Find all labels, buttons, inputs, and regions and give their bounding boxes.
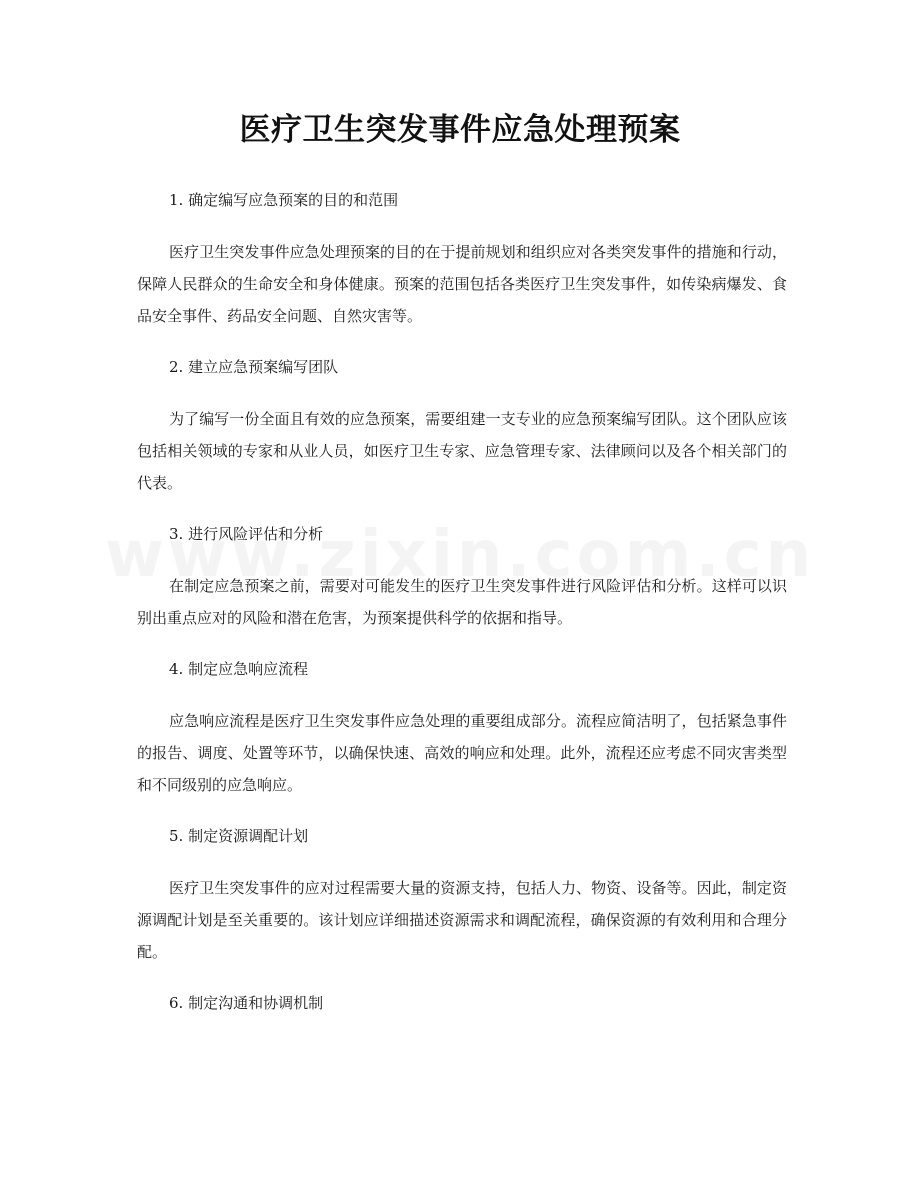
- document-body: [137, 183, 787, 1039]
- section-heading-5: 5. 制定资源调配计划: [169, 827, 309, 845]
- section-paragraph-2: 为了编写一份全面且有效的应急预案，需要组建一支专业的应急预案编写团队。这个团队应该包括相关领域的专家和从业人员，如医疗卫生专家、应急管理专家、法律顾问以及各个相关部门的代表。: [137, 410, 787, 492]
- section-heading-1: 1. 确定编写应急预案的目的和范围: [169, 191, 399, 209]
- section-paragraph-4: 应急响应流程是医疗卫生突发事件应急处理的重要组成部分。流程应简洁明了，包括紧急事件的报告、调度、处置等环节，以确保快速、高效的响应和处理。此外，流程还应考虑不同灾害类型和不同级别的应急响应。: [137, 712, 787, 794]
- document-title: 医疗卫生突发事件应急处理预案: [239, 112, 681, 148]
- section-heading-6: 6. 制定沟通和协调机制: [169, 994, 324, 1012]
- section-heading-2: 2. 建立应急预案编写团队: [169, 358, 339, 376]
- section-heading-3: 3. 进行风险评估和分析: [169, 525, 324, 543]
- section-paragraph-1: 医疗卫生突发事件应急处理预案的目的在于提前规划和组织应对各类突发事件的措施和行动，保障人民群众的生命安全和身体健康。预案的范围包括各类医疗卫生突发事件，如传染病爆发、食品安全事件、药品安全问题、自然灾害等。: [137, 243, 787, 325]
- section-paragraph-3: 在制定应急预案之前，需要对可能发生的医疗卫生突发事件进行风险评估和分析。这样可以识别出重点应对的风险和潜在危害，为预案提供科学的依据和指导。: [137, 577, 787, 627]
- section-heading-4: 4. 制定应急响应流程: [169, 660, 309, 678]
- section-paragraph-5: 医疗卫生突发事件的应对过程需要大量的资源支持，包括人力、物资、设备等。因此，制定资源调配计划是至关重要的。该计划应详细描述资源需求和调配流程，确保资源的有效利用和合理分配。: [137, 879, 787, 961]
